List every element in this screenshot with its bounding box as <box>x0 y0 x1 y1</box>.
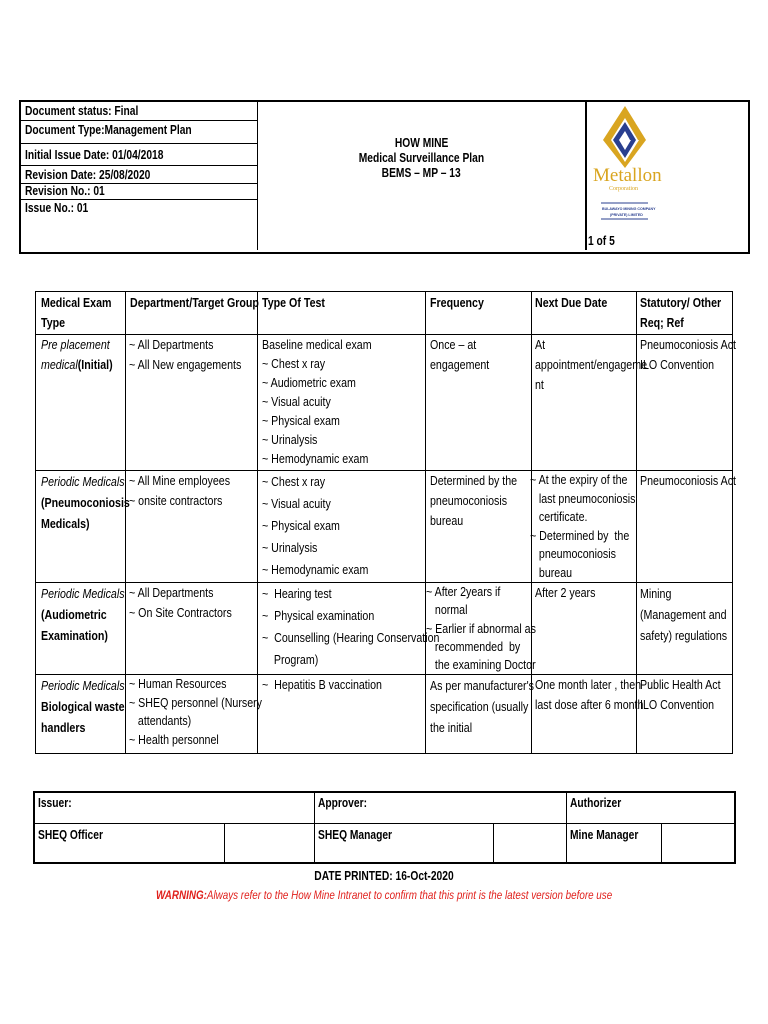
exam-type-suffix: (Initial) <box>77 357 113 372</box>
next-due-text: pneumoconiosis <box>530 546 616 561</box>
next-due-text: certificate. <box>530 509 588 524</box>
document-status <box>21 102 257 121</box>
title-line-code: BEMS – MP – 13 <box>381 166 462 180</box>
warning-label: WARNING: <box>155 888 207 902</box>
signoff-col-divider <box>314 793 315 862</box>
row1-frequency <box>430 335 502 375</box>
date-printed <box>0 869 768 883</box>
dept-item: ~ All New engagements <box>129 357 242 372</box>
exam-type-text: Examination) <box>41 628 108 643</box>
row3-exam <box>41 583 143 646</box>
row1-dept <box>129 335 266 375</box>
exam-type-text: (Pneumoconiosis <box>41 495 130 510</box>
logo-company-line-2: (PRIVATE) LIMITED <box>610 213 643 217</box>
document-type-text: Document Type:Management Plan <box>25 123 192 137</box>
row2-dept <box>129 471 252 511</box>
logo-subtitle: Corporation <box>609 186 638 192</box>
signoff-table <box>33 791 736 864</box>
document-type <box>21 121 257 144</box>
document-info-panel <box>21 102 257 250</box>
frequency-text: As per manufacturer's <box>430 678 534 693</box>
header-text: Type <box>41 315 66 330</box>
signoff-row-divider <box>35 823 734 824</box>
header-double-rule <box>19 252 748 253</box>
title-line-plan: Medical Surveillance Plan <box>358 151 485 165</box>
issuer-role: SHEQ Officer <box>38 828 103 842</box>
header-text: Req; Ref <box>640 315 684 330</box>
frequency-text: engagement <box>430 357 490 372</box>
header-type-of-test <box>262 293 339 313</box>
dept-item: ~ All Departments <box>129 337 214 352</box>
document-title <box>258 136 585 181</box>
next-due-text: At <box>535 337 546 352</box>
next-due-text: ~ Determined by the <box>530 527 630 543</box>
next-due-text: After 2 years <box>535 585 596 600</box>
next-due-text: last pneumoconiosis <box>530 490 636 506</box>
statutory-text: safety) regulations <box>640 628 728 643</box>
test-item: ~ Counselling (Hearing Conservation <box>262 630 440 645</box>
logo-company-line-1: BULAWAYO MINING COMPANY <box>602 207 656 211</box>
next-due-text: bureau <box>530 564 573 580</box>
row4-exam <box>41 675 143 738</box>
revision-number <box>21 184 257 200</box>
test-item: ~ Physical examination <box>262 608 375 623</box>
statutory-text: ILO Convention <box>640 697 715 712</box>
row2-tests <box>262 471 392 581</box>
frequency-text: Determined by the <box>430 473 518 488</box>
approver-role: SHEQ Manager <box>318 828 393 842</box>
test-item: ~ Visual acuity <box>262 496 331 511</box>
exam-type-text: handlers <box>41 720 86 735</box>
test-item: ~ Physical exam <box>262 518 340 533</box>
warning-note <box>0 888 768 902</box>
revision-number-text: Revision No.: 01 <box>25 184 105 198</box>
exam-type-text: Biological waste <box>41 699 125 714</box>
frequency-text: ~ Earlier if abnormal as <box>426 620 536 636</box>
metallon-logo-mark <box>592 102 662 234</box>
next-due-text: ~ At the expiry of the <box>530 472 628 487</box>
dept-item: ~ Human Resources <box>129 676 227 691</box>
statutory-text: Mining <box>640 586 672 601</box>
title-line-mine: HOW MINE <box>394 136 449 150</box>
statutory-text: Pneumoconiosis Act <box>640 473 737 488</box>
statutory-text: ILO Convention <box>640 357 715 372</box>
frequency-text: specification (usually <box>430 699 529 714</box>
row1-tests <box>262 335 396 468</box>
row2-frequency <box>430 471 536 531</box>
signoff-col-divider <box>566 793 567 862</box>
document-header <box>19 100 748 252</box>
header-text: Frequency <box>430 295 484 310</box>
exam-type-text: medical <box>41 357 78 372</box>
header-exam-type <box>41 293 127 333</box>
col-divider <box>425 292 426 753</box>
next-due-text: One month later , then <box>535 677 642 692</box>
row3-statutory <box>640 583 746 646</box>
statutory-text: (Management and <box>640 607 727 622</box>
exam-type-text: Periodic Medicals <box>41 678 125 693</box>
revision-date-text: Revision Date: 25/08/2020 <box>25 168 151 182</box>
frequency-text: bureau <box>430 513 464 528</box>
header-text: Next Due Date <box>535 295 608 310</box>
date-printed-text: DATE PRINTED: 16-Oct-2020 <box>314 869 454 883</box>
test-item: ~ Hemodynamic exam <box>262 451 369 466</box>
exam-type-text: Periodic Medicals <box>41 586 125 601</box>
statutory-text: Public Health Act <box>640 677 721 692</box>
test-item: ~ Chest x ray <box>262 474 326 489</box>
frequency-text: Once – at <box>430 337 477 352</box>
frequency-text: the initial <box>430 720 473 735</box>
dept-item: ~ All Mine employees <box>129 473 231 488</box>
page-counter: 1 of 5 <box>588 234 615 248</box>
medical-surveillance-table <box>35 291 737 754</box>
test-item: Baseline medical exam <box>262 337 372 352</box>
authorizer-label: Authorizer <box>570 796 622 810</box>
metallon-logo <box>592 102 662 250</box>
row3-dept <box>129 583 254 623</box>
statutory-text: Pneumoconiosis Act <box>640 337 737 352</box>
document-status-text: Document status: Final <box>25 104 139 118</box>
row1-statutory <box>640 335 757 375</box>
initial-issue-date <box>21 144 257 166</box>
dept-item: ~ SHEQ personnel (Nursery <box>129 694 263 710</box>
exam-type-text: Periodic Medicals <box>41 474 125 489</box>
dept-item: ~ On Site Contractors <box>129 605 232 620</box>
authorizer-role: Mine Manager <box>570 828 639 842</box>
test-item: ~ Urinalysis <box>262 432 318 447</box>
issuer-label: Issuer: <box>38 796 72 810</box>
dept-item: ~ onsite contractors <box>129 493 223 508</box>
test-item: ~ Audiometric exam <box>262 375 356 390</box>
test-item: ~ Visual acuity <box>262 394 331 409</box>
header-frequency <box>430 293 496 313</box>
row3-next-due <box>535 583 609 603</box>
row2-statutory <box>640 471 757 491</box>
frequency-text: ~ After 2years if <box>426 584 501 599</box>
frequency-text: pneumoconiosis <box>430 493 508 508</box>
logo-wordmark: Metallon <box>593 165 662 186</box>
row4-tests <box>262 675 408 695</box>
row4-statutory <box>640 675 738 715</box>
next-due-text: nt <box>535 377 544 392</box>
header-text: Statutory/ Other <box>640 295 722 310</box>
approver-label: Approver: <box>318 796 367 810</box>
test-item: Program) <box>262 652 319 667</box>
frequency-text: normal <box>426 602 468 618</box>
header-divider-logo <box>585 102 587 250</box>
exam-type-text: Pre placement <box>41 337 110 352</box>
exam-type-text: (Audiometric <box>41 607 107 622</box>
test-item: ~ Urinalysis <box>262 540 318 555</box>
test-item: ~ Hearing test <box>262 586 332 601</box>
test-item: ~ Hemodynamic exam <box>262 562 369 577</box>
row1-exam <box>41 335 128 375</box>
test-item: ~ Chest x ray <box>262 356 326 371</box>
signoff-sign-divider <box>661 823 662 862</box>
next-due-text: last dose after 6 month <box>535 697 644 712</box>
signoff-sign-divider <box>493 823 494 862</box>
header-text: Type Of Test <box>262 295 325 310</box>
signoff-sign-divider <box>224 823 225 862</box>
initial-issue-date-text: Initial Issue Date: 01/04/2018 <box>25 148 164 162</box>
warning-text: Always refer to the How Mine Intranet to confirm that this print is the latest version before use <box>206 888 613 902</box>
issue-number-text: Issue No.: 01 <box>25 201 89 215</box>
frequency-text: recommended by <box>426 638 521 654</box>
test-item: ~ Hepatitis B vaccination <box>262 677 382 692</box>
frequency-text: the examining Doctor <box>426 657 536 673</box>
header-statutory <box>640 293 739 333</box>
dept-item: ~ Health personnel <box>129 731 219 747</box>
test-item: ~ Physical exam <box>262 413 340 428</box>
header-next-due <box>535 293 623 313</box>
dept-item: ~ All Departments <box>129 585 214 600</box>
next-due-text: appointment/engageme <box>535 357 648 372</box>
header-text: Medical Exam <box>41 295 112 310</box>
exam-type-text: Medicals) <box>41 516 90 531</box>
dept-item: attendants) <box>129 713 192 728</box>
revision-date <box>21 166 257 184</box>
header-text: Department/Target Group <box>130 295 259 310</box>
